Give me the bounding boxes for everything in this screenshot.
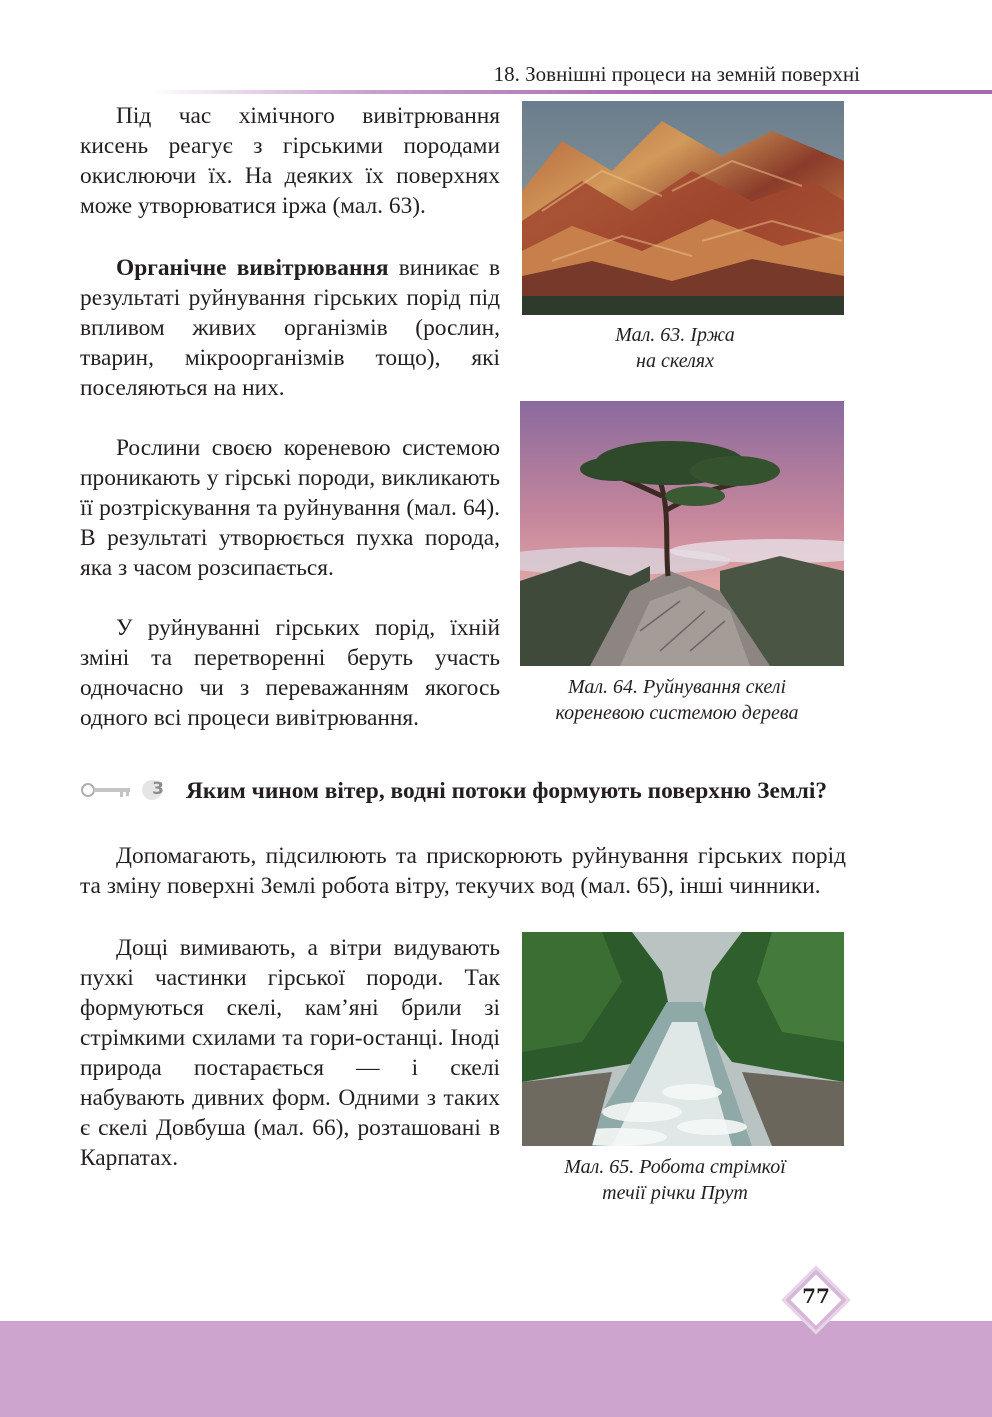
figure-64-caption-line2: кореневою системою дерева	[555, 702, 799, 724]
section-question: Яким чином вітер, водні потоки формують поверхню Землі?	[186, 778, 828, 804]
page-number: 77	[802, 1284, 830, 1308]
paragraph-organic-weathering-text: виникає в результаті руйнування гірських порід під впливом живих організмів (рослин, тварин, мікроорганізмів тощо), які поселяються на них.	[80, 255, 500, 401]
footer-band	[0, 1321, 992, 1417]
figure-65-river-prut	[522, 932, 844, 1146]
paragraph-organic-weathering	[80, 253, 500, 403]
header-rule	[150, 90, 992, 94]
running-header: 18. Зовнішні процеси на земній поверхні	[493, 62, 860, 86]
paragraph-chemical-weathering: Під час хімічного вивітрювання кисень реагує з гірськими породами окислюючи їх. На деяких їх поверхнях може утворюватися іржа (мал. 63).	[80, 103, 500, 219]
paragraph-wind-water: Допомагають, підсилюють та прискорюють руйнування гірських порід та зміну поверхні Землі робота вітру, текучих вод (мал. 65), інші чинники.	[80, 843, 846, 899]
figure-65-caption-line2: течії річки Прут	[602, 1182, 748, 1204]
figure-63-caption	[522, 322, 828, 374]
figure-65-caption	[522, 1154, 828, 1206]
figure-63-caption-line2: на скелях	[636, 350, 714, 372]
figure-64-tree-on-rock	[520, 401, 844, 666]
figure-65-caption-line1: Мал. 65. Робота стрімкої	[564, 1156, 786, 1178]
paragraph-dovbush-rocks: Дощі вимивають, а вітри видувають пухкі частинки гірської породи. Так формуються скелі, кам’яні брили зі стрімкими схилами та гори-останці. Іноді природа постарається — і скелі набувають дивних форм. Одними з таких є скелі Довбуша (мал. 66), розташовані в Карпатах.	[80, 935, 500, 1171]
figure-63-caption-line1: Мал. 63. Іржа	[615, 324, 735, 346]
section-number: 3	[152, 779, 164, 799]
figure-63-rusty-rocks	[522, 101, 844, 315]
paragraph-all-processes: У руйнуванні гірських порід, їхній зміні та перетворенні беруть участь одночасно чи з переважанням якогось одного всі процеси вивітрювання.	[80, 615, 500, 731]
figure-64-caption-line1: Мал. 64. Руйнування скелі	[567, 676, 787, 698]
term-organic-weathering: Органічне вивітрювання	[116, 255, 389, 281]
paragraph-plant-roots: Рослини своєю кореневою системою проникають у гірські породи, викликають її розтріскування та руйнування (мал. 64). В результаті утворюється пухка порода, яка з часом розсипається.	[80, 435, 500, 581]
figure-64-caption	[520, 674, 834, 726]
